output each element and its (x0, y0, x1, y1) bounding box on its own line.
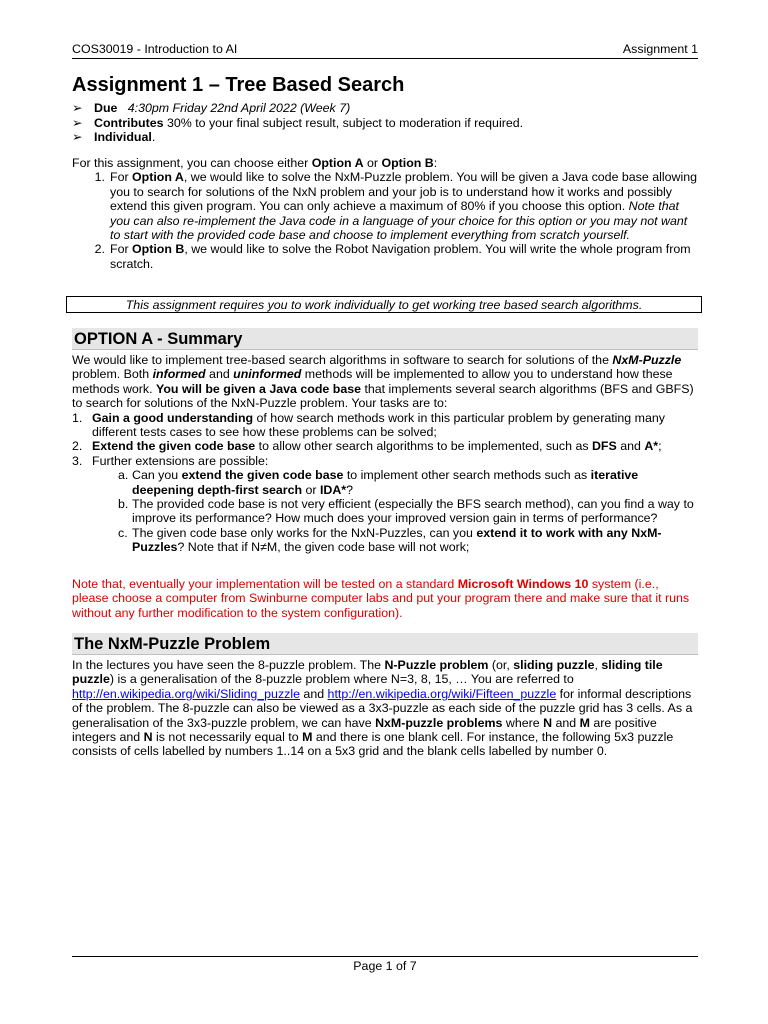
intro-section (72, 156, 698, 271)
puzzle-problem-paragraph: In the lectures you have seen the 8-puzzle problem. The N-Puzzle problem (or, sliding puzzle, sliding tile puzzle) is a generalisation of the 8-puzzle problem where N=3, 8, 15, … You are referred to http://en.wikipedia.org/wiki/Sliding_puzzle and http://en.wikipedia.org/wiki/Fifteen_puzzle for informal descriptions of the problem. The 8-puzzle can also be viewed as a 3x3-puzzle as each side of the puzzle grid has 3 cells. As a generalisation of the 3x3-puzzle problem, we can have NxM-puzzle problems where N and M are positive integers and N is not necessarily equal to M and there is one blank cell. For instance, the following 5x3 puzzle consists of cells labelled by numbers 1..14 on a 5x3 grid and the blank cells labelled by number 0. (72, 658, 693, 759)
arrow-bullet-icon: ➢ (72, 130, 83, 144)
arrow-bullet-icon: ➢ (72, 115, 83, 130)
option-b-item: 2. For Option B, we would like to solve the Robot Navigation problem. You will write the whole program from scratch. (94, 242, 691, 271)
option-a-body (72, 353, 698, 554)
fifteen-puzzle-link[interactable]: http://en.wikipedia.org/wiki/Fifteen_puzzle (327, 686, 557, 701)
subtask-item: a. Can you extend the given code base to implement other search methods such as iterative deepening depth-first search or IDA*? (118, 468, 639, 497)
meta-contributes: ➢ Contributes 30% to your final subject result, subject to moderation if required. (72, 115, 524, 130)
task-item: 2. Extend the given code base to allow other search algorithms to be implemented, such as DFS and A*; (72, 439, 662, 454)
section-heading-puzzle-problem: The NxM-Puzzle Problem (72, 633, 698, 655)
page-title: Assignment 1 – Tree Based Search (72, 74, 405, 96)
section-heading-option-a: OPTION A - Summary (72, 328, 698, 350)
page-footer: Page 1 of 7 (72, 956, 698, 973)
option-a-paragraph: We would like to implement tree-based search algorithms in software to search for solutions of the NxM-Puzzle problem. Both informed and uninformed methods will be implemented to allow you to understand how these methods work. You will be given a Java code base that implements several search algorithms (BFS and GBFS) to search for solutions of the NxN-Puzzle problem. Your tasks are to: (72, 353, 694, 411)
subtask-item: b. The provided code base is not very efficient (especially the BFS search method), can you find a way to improve its performance? How much does your improved version gain in terms of performance? (118, 496, 694, 526)
option-a-item: 1. For Option A, we would like to solve the NxM-Puzzle problem. You will be given a Java code base allowing you to search for solutions of the NxN problem and your job is to understand how it works and possibly extend this given program. You can only achieve a maximum of 80% if you choose this option. Note that you can also re-implement the Java code in a language of your choice for this option or you may not want to start with the provided code base and choose to implement everything from scratch yourself. (94, 170, 697, 242)
task-item: 3. Further extensions are possible: (72, 453, 269, 468)
meta-list (72, 101, 698, 145)
subtask-item: c. The given code base only works for the NxN-Puzzles, can you extend it to work with any NxM-Puzzles? Note that if N≠M, the given code base will not work; (118, 525, 662, 555)
assignment-label: Assignment 1 (622, 42, 698, 56)
individual-notice-box: This assignment requires you to work individually to get working tree based search algorithms. (66, 296, 702, 313)
sliding-puzzle-link[interactable]: http://en.wikipedia.org/wiki/Sliding_puzzle (72, 686, 300, 701)
intro-lead: For this assignment, you can choose either Option A or Option B: (72, 156, 438, 170)
meta-individual: ➢ Individual. (72, 130, 156, 144)
arrow-bullet-icon: ➢ (72, 101, 83, 115)
meta-due: ➢ Due 4:30pm Friday 22nd April 2022 (Week 7) (72, 101, 351, 115)
page-header (72, 42, 698, 59)
course-name: COS30019 - Introduction to AI (72, 42, 238, 56)
task-item: 1. Gain a good understanding of how search methods work in this particular problem by generating many different tests cases to see how these problems can be solved; (72, 410, 665, 439)
windows-test-note: Note that, eventually your implementation will be tested on a standard Microsoft Windows 10 system (i.e., please choose a computer from Swinburne computer labs and put your program there and make sure that it runs without any further modification to the system configuration). (72, 577, 690, 620)
